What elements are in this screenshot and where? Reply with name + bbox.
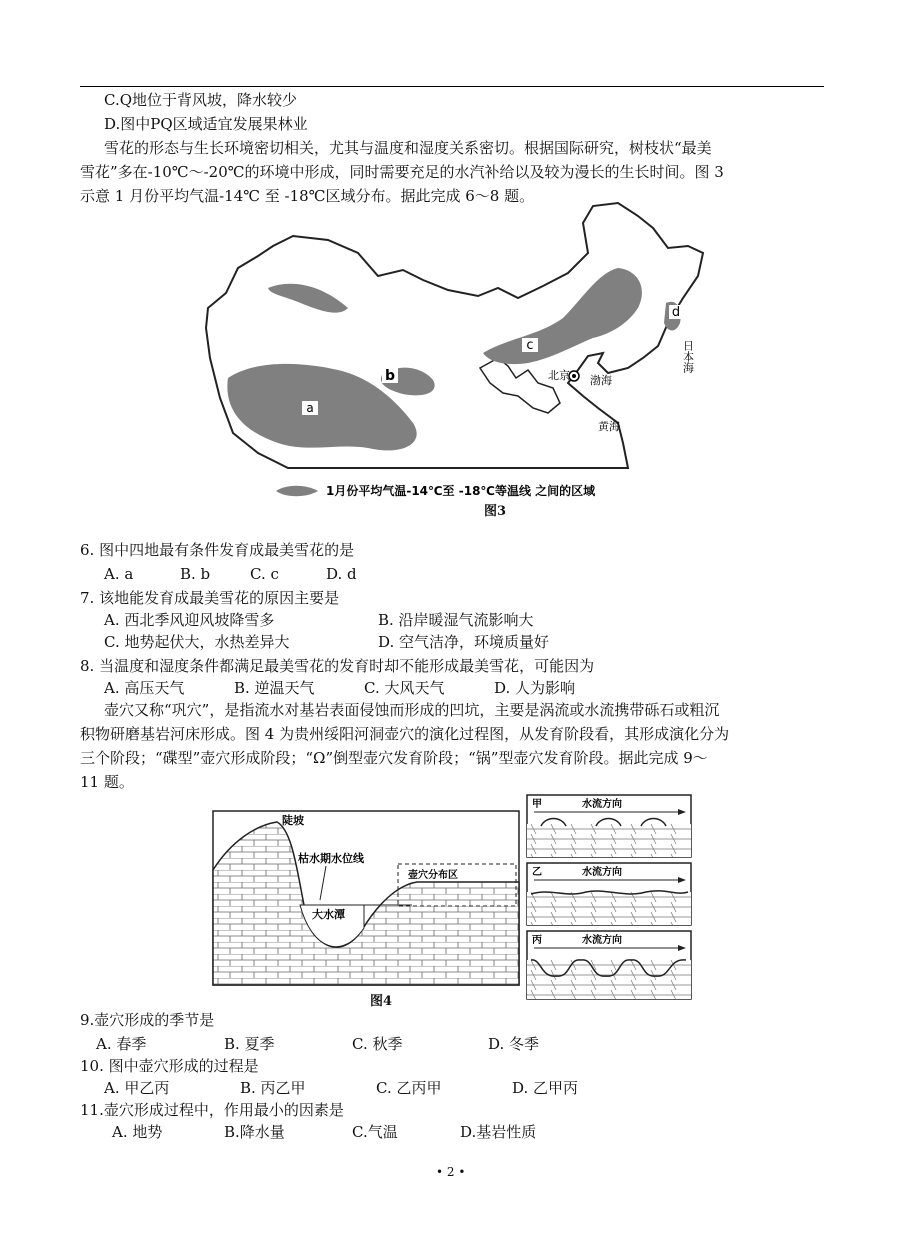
legend-text: 1月份平均气温-14℃至 -18℃等温线 之间的区域 [326,484,596,498]
intro2-line1: 壶穴又称“巩穴”，是指流水对基岩表面侵蚀而形成的凹坑，主要是涡流或水流携带砾石或粗沉 [104,701,720,719]
panel-yi-tag: 乙 [532,867,542,878]
figure-3-caption: 图3 [484,504,507,519]
intro1-line2: 雪花”多在-10℃～-20℃的环境中形成，同时需要充足的水汽补给以及较为漫长的生长时间。图 3 [80,163,724,181]
q8-option-d: D. 人为影响 [494,679,576,697]
panel-jia [527,795,691,857]
q9-option-a: A. 春季 [96,1035,147,1053]
figure-4-caption: 图4 [370,994,393,1009]
map-label-huanghai: 黄海 [598,420,620,433]
q7-option-d: D. 空气洁净，环境质量好 [378,633,550,651]
figure-4-left-diagram [212,810,520,986]
q11-option-b: B.降水量 [224,1123,285,1141]
panel-jia-flow-label: 水流方向 [582,799,622,810]
q11-option-a: A. 地势 [112,1123,163,1141]
q7-options-row1 [104,610,534,630]
q6-option-a: A. a [104,565,134,583]
intro2-line4: 11 题。 [80,773,134,791]
map-label-a: a [306,401,314,415]
q8-option-c: C. 大风天气 [364,679,445,697]
page-number: • 2 • [436,1165,466,1179]
q6-option-d: D. d [326,565,357,583]
panel-jia-tag: 甲 [532,799,542,810]
prev-option-d: D.图中PQ区域适宜发展果林业 [104,115,308,133]
fig4-label-kushui: 枯水期水位线 [298,852,364,865]
map-label-d: d [671,305,681,320]
q7-options-row2 [104,632,549,652]
header-rule [80,86,824,87]
q11-option-c: C.气温 [352,1123,398,1141]
map-label-b: b [384,368,396,384]
prev-option-c: C.Q地位于背风坡，降水较少 [104,91,298,109]
q6-options [104,564,357,584]
panel-bing-flow-label: 水流方向 [582,935,622,946]
panel-yi [527,863,691,925]
map-label-bohai: 渤海 [590,374,612,387]
q10-option-c: C. 乙丙甲 [376,1079,442,1097]
q9-option-c: C. 秋季 [352,1035,403,1053]
q6-stem: 6. 图中四地最有条件发育成最美雪花的是 [80,541,355,559]
panel-bing-tag: 丙 [532,935,542,946]
q10-stem: 10. 图中壶穴形成的过程是 [80,1057,259,1075]
panel-yi-flow-label: 水流方向 [582,867,622,878]
q8-option-b: B. 逆温天气 [234,679,315,697]
q11-options [112,1122,536,1142]
q9-stem: 9.壶穴形成的季节是 [80,1011,215,1029]
fig4-label-dashuitan: 大水潭 [312,908,345,921]
q10-option-b: B. 丙乙甲 [240,1079,306,1097]
q8-options [104,678,575,698]
q10-option-d: D. 乙甲丙 [512,1079,579,1097]
legend-swatch-icon [276,486,318,497]
q11-option-d: D.基岩性质 [460,1123,537,1141]
panel-bing [527,931,691,999]
q8-stem: 8. 当温度和湿度条件都满足最美雪花的发育时却不能形成最美雪花，可能因为 [80,657,595,675]
q7-option-a: A. 西北季风迎风坡降雪多 [104,611,275,629]
q7-option-c: C. 地势起伏大，水热差异大 [104,633,290,651]
map-label-ribenhai: 日本海 [681,340,695,373]
intro2-line2: 积物研磨基岩河床形成。图 4 为贵州绥阳河洞壶穴的演化过程图，从发育阶段看，其形成演化分为 [80,725,730,743]
figure-4-stage-panels [526,794,692,1000]
q7-stem: 7. 该地能发育成最美雪花的原因主要是 [80,589,340,607]
q9-option-b: B. 夏季 [224,1035,275,1053]
q10-option-a: A. 甲乙丙 [104,1079,170,1097]
map-label-c: c [526,338,534,353]
figure-3-map [198,198,708,502]
q11-stem: 11.壶穴形成过程中，作用最小的因素是 [80,1101,344,1119]
fig4-label-doupo: 陡坡 [282,814,304,827]
beijing-dot-icon [572,374,576,378]
q6-option-c: C. c [250,565,279,583]
q6-option-b: B. b [180,565,211,583]
intro1-line1: 雪花的形态与生长环境密切相关，尤其与温度和湿度关系密切。根据国际研究，树枝状“最美 [104,139,712,157]
fig4-label-huxue: 壶穴分布区 [408,870,458,881]
intro1-line3: 示意 1 月份平均气温-14℃ 至 -18℃区域分布。据此完成 6～8 题。 [80,187,535,205]
q9-options [96,1034,539,1054]
map-label-beijing: 北京 [548,369,570,382]
q7-option-b: B. 沿岸暖湿气流影响大 [378,611,534,629]
q8-option-a: A. 高压天气 [104,679,185,697]
intro2-line3: 三个阶段；“碟型”壶穴形成阶段；“Ω”倒型壶穴发育阶段；“锅”型壶穴发育阶段。据此完成 9～ [80,749,708,767]
q10-options [104,1078,578,1098]
q9-option-d: D. 冬季 [488,1035,540,1053]
